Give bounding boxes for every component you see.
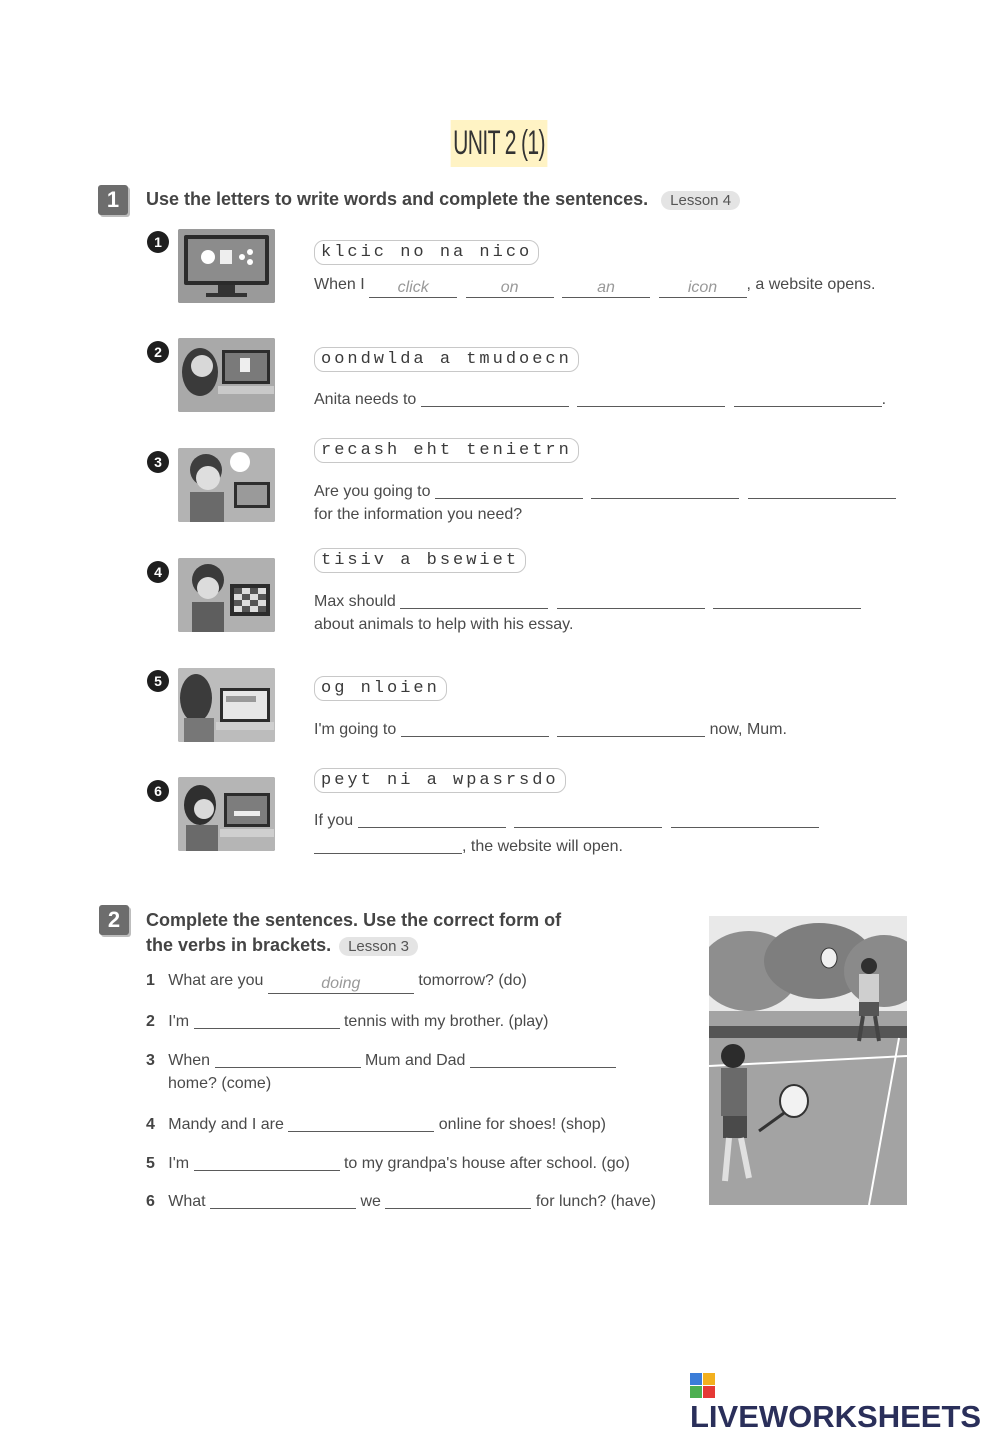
exercise-2-instruction-line-2: the verbs in brackets. Lesson 3 (146, 935, 418, 956)
answer-blank[interactable] (734, 388, 882, 407)
item-number: 5 (147, 670, 169, 692)
lesson-tag: Lesson 3 (339, 937, 418, 956)
logo-icon (690, 1373, 716, 1399)
answer-blank[interactable]: doing (268, 975, 414, 994)
sentence-line-2: for the information you need? (314, 506, 523, 523)
sentence: When I click on an icon , a website opens. (314, 276, 876, 296)
sentence: Anita needs to . (314, 388, 886, 409)
sentence-line-2: , the website will open. (314, 835, 623, 856)
answer-blank[interactable] (194, 1152, 340, 1171)
scrambled-letters: og nloien (314, 676, 447, 701)
answer-blank[interactable] (713, 590, 861, 609)
answer-blank[interactable] (314, 835, 462, 854)
scrambled-letters: peyt ni a wpasrsdo (314, 768, 566, 793)
exercise-2-instruction-line-1: Complete the sentences. Use the correct form of (146, 910, 562, 930)
answer-blank[interactable] (215, 1049, 361, 1068)
answer-blank[interactable] (514, 809, 662, 828)
scrambled-letters: tisiv a bsewiet (314, 548, 526, 573)
ex2-item: 6 What we for lunch? (have) (146, 1190, 656, 1211)
answer-blank[interactable]: on (466, 279, 554, 298)
exercise-2-badge: 2 (99, 905, 129, 935)
girl-password-illustration (178, 777, 275, 851)
lesson-tag: Lesson 4 (661, 191, 740, 210)
answer-blank[interactable] (400, 590, 548, 609)
item-number: 4 (147, 561, 169, 583)
page-title: UNIT 2 (1) (0, 120, 999, 167)
answer-blank[interactable] (288, 1113, 434, 1132)
item-number: 6 (147, 780, 169, 802)
answer-blank[interactable] (671, 809, 819, 828)
answer-blank[interactable] (194, 1010, 340, 1029)
ex2-item: 2 I'm tennis with my brother. (play) (146, 1010, 549, 1031)
answer-blank[interactable]: an (562, 279, 650, 298)
girl-online-illustration (178, 668, 275, 742)
ex2-item: 5 I'm to my grandpa's house after school. (go) (146, 1152, 630, 1173)
sentence: Max should (314, 590, 861, 611)
sentence-line-2: about animals to help with his essay. (314, 616, 574, 633)
answer-blank[interactable] (591, 480, 739, 499)
exercise-1-badge: 1 (98, 185, 128, 215)
answer-blank[interactable] (470, 1049, 616, 1068)
answer-blank[interactable] (748, 480, 896, 499)
answer-blank[interactable] (401, 718, 549, 737)
sentence: Are you going to (314, 480, 896, 501)
scrambled-letters: recash eht tenietrn (314, 438, 579, 463)
boy-thinking-illustration (178, 448, 275, 522)
answer-blank[interactable] (435, 480, 583, 499)
sentence: I'm going to now, Mum. (314, 718, 787, 739)
liveworksheets-logo: LIVEWORKSHEETS (690, 1373, 999, 1435)
answer-blank[interactable] (577, 388, 725, 407)
answer-blank[interactable] (557, 718, 705, 737)
answer-blank[interactable] (358, 809, 506, 828)
answer-blank[interactable] (385, 1190, 531, 1209)
scrambled-letters: klcic no na nico (314, 240, 539, 265)
ex2-item: 4 Mandy and I are online for shoes! (shop) (146, 1113, 606, 1134)
item-number: 1 (147, 231, 169, 253)
ex2-item: 1 What are you doing tomorrow? (do) (146, 972, 527, 992)
monitor-illustration (178, 229, 275, 303)
boy-chess-illustration (178, 558, 275, 632)
ex2-item: 3 When Mum and Dad (146, 1049, 616, 1070)
sentence: If you (314, 809, 819, 830)
answer-blank[interactable]: icon (659, 279, 747, 298)
answer-blank[interactable]: click (369, 279, 457, 298)
exercise-1-instruction: Use the letters to write words and complete the sentences. Lesson 4 (146, 189, 740, 210)
girl-laptop-illustration (178, 338, 275, 412)
item-number: 2 (147, 341, 169, 363)
tennis-illustration (709, 916, 907, 1205)
answer-blank[interactable] (557, 590, 705, 609)
scrambled-letters: oondwlda a tmudoecn (314, 347, 579, 372)
ex2-item-line-2: home? (come) (168, 1075, 272, 1092)
answer-blank[interactable] (210, 1190, 356, 1209)
answer-blank[interactable] (421, 388, 569, 407)
item-number: 3 (147, 451, 169, 473)
